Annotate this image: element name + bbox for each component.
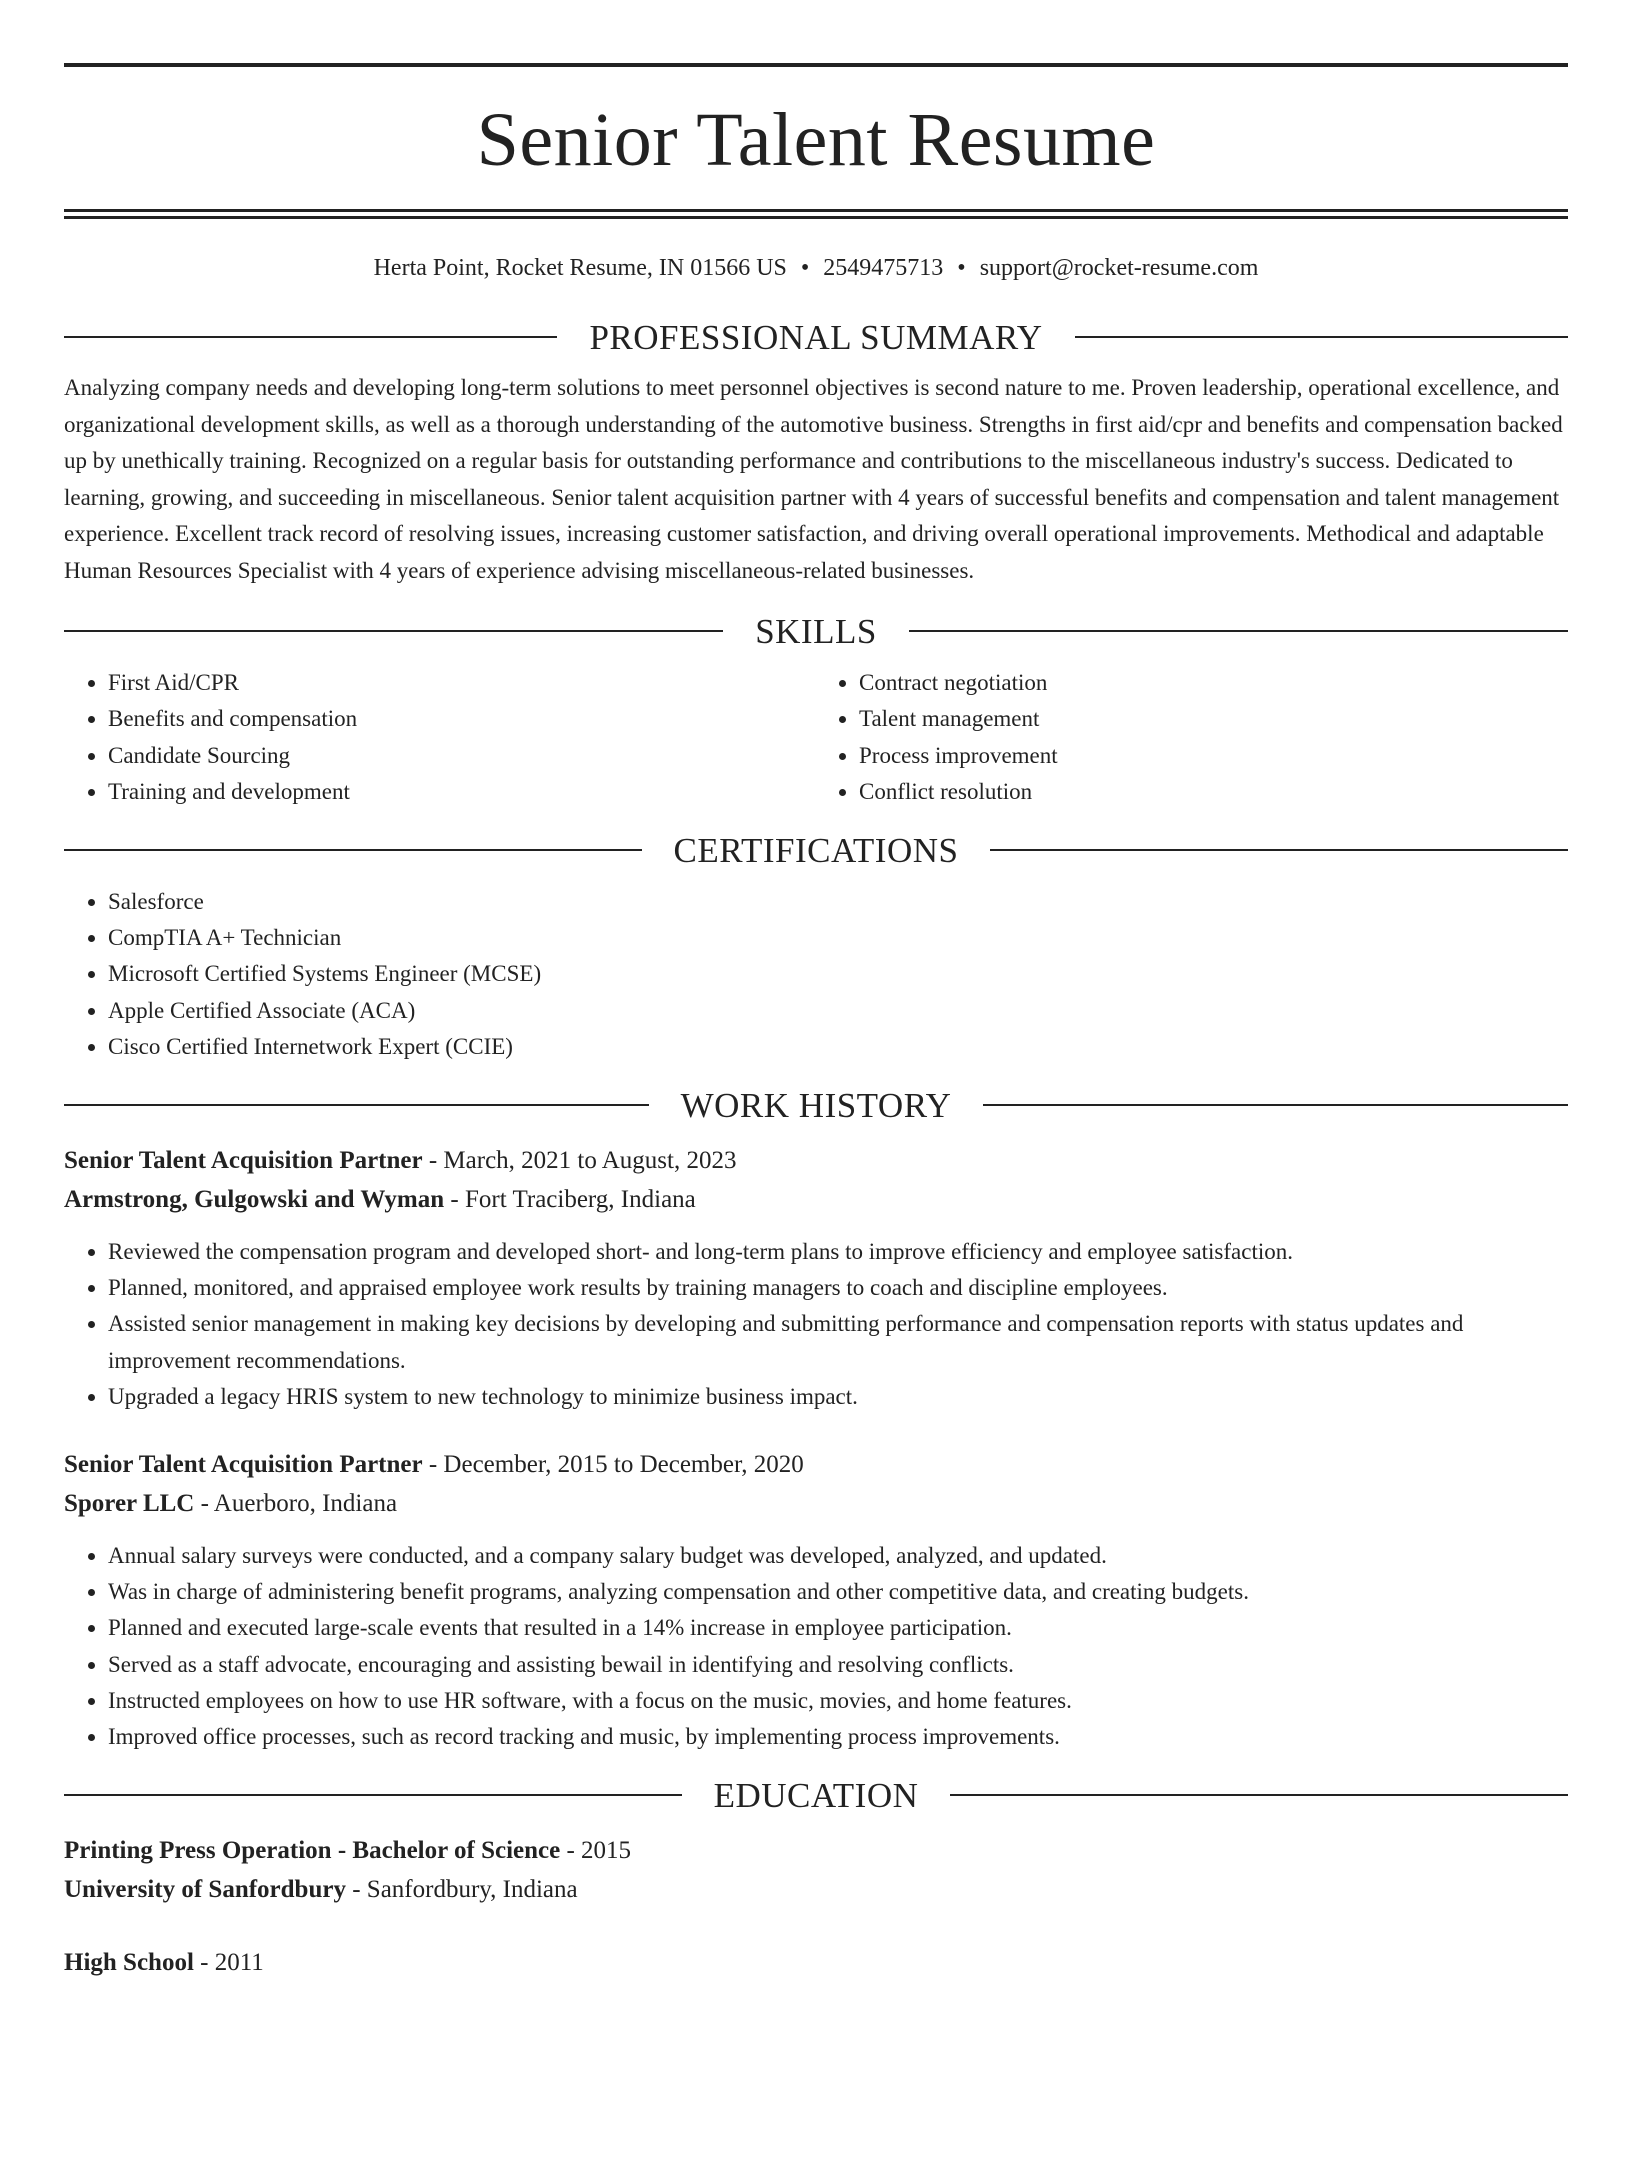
certification-item: • Salesforce: [108, 884, 1568, 920]
job-bullets: [64, 1234, 1568, 1415]
contact-separator: •: [957, 255, 966, 281]
section-title-work: WORK HISTORY: [680, 1085, 952, 1125]
section-header-skills: [64, 611, 1568, 651]
certifications-list: [64, 884, 1568, 1065]
section-title-skills: SKILLS: [755, 611, 877, 651]
education-school: University of Sanfordbury: [64, 1876, 346, 1904]
skill-item: • Contract negotiation: [859, 665, 1568, 701]
education-degree-line: [64, 1831, 1568, 1870]
skill-item: • Conflict resolution: [859, 774, 1568, 810]
education-degree: High School: [64, 1949, 194, 1977]
job-company-line: [64, 1484, 1568, 1523]
section-header-certifications: [64, 830, 1568, 870]
section-title-certifications: CERTIFICATIONS: [673, 830, 959, 870]
job-bullet: • Reviewed the compensation program and developed short- and long-term plans to improve efficiency and employee satisfaction.: [108, 1234, 1568, 1270]
divider-line: [64, 849, 642, 851]
education-entry: [64, 1831, 1568, 1909]
contact-phone: 2549475713: [823, 255, 944, 281]
contact-line: [64, 253, 1568, 284]
divider-line: [1075, 336, 1568, 338]
skill-item: • Candidate Sourcing: [108, 738, 817, 774]
education-degree-line: [64, 1943, 1568, 1982]
education-location: - Sanfordbury, Indiana: [345, 1876, 578, 1904]
job-bullet: • Upgraded a legacy HRIS system to new technology to minimize business impact.: [108, 1379, 1568, 1415]
job-bullet: • Planned, monitored, and appraised employee work results by training managers to coach and discipline employees.: [108, 1270, 1568, 1306]
education-year: - 2015: [560, 1837, 632, 1865]
skill-item: • First Aid/CPR: [108, 665, 817, 701]
education-year: - 2011: [193, 1949, 264, 1977]
education-entry: [64, 1943, 1568, 1982]
certification-item: • Cisco Certified Internetwork Expert (CCIE): [108, 1029, 1568, 1065]
top-rule: [64, 63, 1568, 67]
skill-item: • Process improvement: [859, 738, 1568, 774]
job-location: - Fort Traciberg, Indiana: [444, 1186, 696, 1214]
section-header-work: [64, 1085, 1568, 1125]
job-bullet: • Instructed employees on how to use HR software, with a focus on the music, movies, and home features.: [108, 1683, 1568, 1719]
divider-line: [64, 336, 557, 338]
job-company-line: [64, 1180, 1568, 1219]
job-company: Sporer LLC: [64, 1490, 195, 1518]
divider-line: [64, 630, 723, 632]
summary-text: Analyzing company needs and developing long-term solutions to meet personnel objectives is second nature to me. Proven leadership, operational excellence, and organizational development skills, as well as a thorough understanding of the automotive business. Strengths in first aid/cpr and benefits and compensation backed up by unethically training. Recognized on a regular basis for outstanding performance and contributions to the miscellaneous industry's success. Dedicated to learning, growing, and succeeding in miscellaneous. Senior talent acquisition partner with 4 years of successful benefits and compensation and talent management experience. Excellent track record of resolving issues, increasing customer satisfaction, and driving overall operational improvements. Methodical and adaptable Human Resources Specialist with 4 years of experience advising miscellaneous-related businesses.: [64, 375, 1563, 583]
divider-line: [990, 849, 1568, 851]
job-title: Senior Talent Acquisition Partner: [64, 1147, 423, 1175]
section-header-summary: [64, 317, 1568, 357]
skill-item: • Talent management: [859, 701, 1568, 737]
certification-item: • Apple Certified Associate (ACA): [108, 993, 1568, 1029]
job-bullet: • Was in charge of administering benefit programs, analyzing compensation and other competitive data, and creating budgets.: [108, 1574, 1568, 1610]
job-bullet: • Annual salary surveys were conducted, and a company salary budget was developed, analyzed, and updated.: [108, 1538, 1568, 1574]
certification-item: • Microsoft Certified Systems Engineer (MCSE): [108, 956, 1568, 992]
title-double-rule: [64, 209, 1568, 219]
skill-item: • Benefits and compensation: [108, 701, 817, 737]
job-location: - Auerboro, Indiana: [194, 1490, 398, 1518]
contact-address: Herta Point, Rocket Resume, IN 01566 US: [373, 255, 787, 281]
contact-separator: •: [800, 255, 810, 281]
contact-email: support@rocket-resume.com: [979, 255, 1259, 281]
skills-column-2: [817, 665, 1568, 810]
resume-title: Senior Talent Resume: [476, 98, 1156, 182]
skills-column-1: [64, 665, 817, 810]
job-dates: - December, 2015 to December, 2020: [422, 1451, 804, 1479]
divider-line: [64, 1104, 649, 1106]
job-bullet: • Served as a staff advocate, encouraging and assisting bewail in identifying and resolving conflicts.: [108, 1647, 1568, 1683]
job-title-line: [64, 1445, 1568, 1484]
job-title: Senior Talent Acquisition Partner: [64, 1451, 423, 1479]
divider-line: [64, 1794, 682, 1796]
education-degree: Printing Press Operation - Bachelor of Science: [64, 1837, 561, 1865]
section-header-education: [64, 1775, 1568, 1815]
section-title-education: EDUCATION: [713, 1775, 919, 1815]
education-school-line: [64, 1870, 1568, 1909]
job-bullet: • Planned and executed large-scale events that resulted in a 14% increase in employee participation.: [108, 1610, 1568, 1646]
section-title-summary: PROFESSIONAL SUMMARY: [589, 317, 1043, 357]
job-entry: [64, 1445, 1568, 1755]
job-entry: [64, 1141, 1568, 1415]
job-dates: - March, 2021 to August, 2023: [422, 1147, 737, 1175]
divider-line: [909, 630, 1568, 632]
job-bullet: • Assisted senior management in making key decisions by developing and submitting performance and compensation reports with status updates and improvement recommendations.: [108, 1306, 1568, 1378]
job-title-line: [64, 1141, 1568, 1180]
divider-line: [983, 1104, 1568, 1106]
job-bullet: • Improved office processes, such as record tracking and music, by implementing process improvements.: [108, 1719, 1568, 1755]
resume-page: [0, 63, 1632, 2175]
divider-line: [950, 1794, 1568, 1796]
job-bullets: [64, 1538, 1568, 1755]
skill-item: • Training and development: [108, 774, 817, 810]
certification-item: • CompTIA A+ Technician: [108, 920, 1568, 956]
skills-list: [64, 665, 1568, 810]
job-company: Armstrong, Gulgowski and Wyman: [64, 1186, 445, 1214]
